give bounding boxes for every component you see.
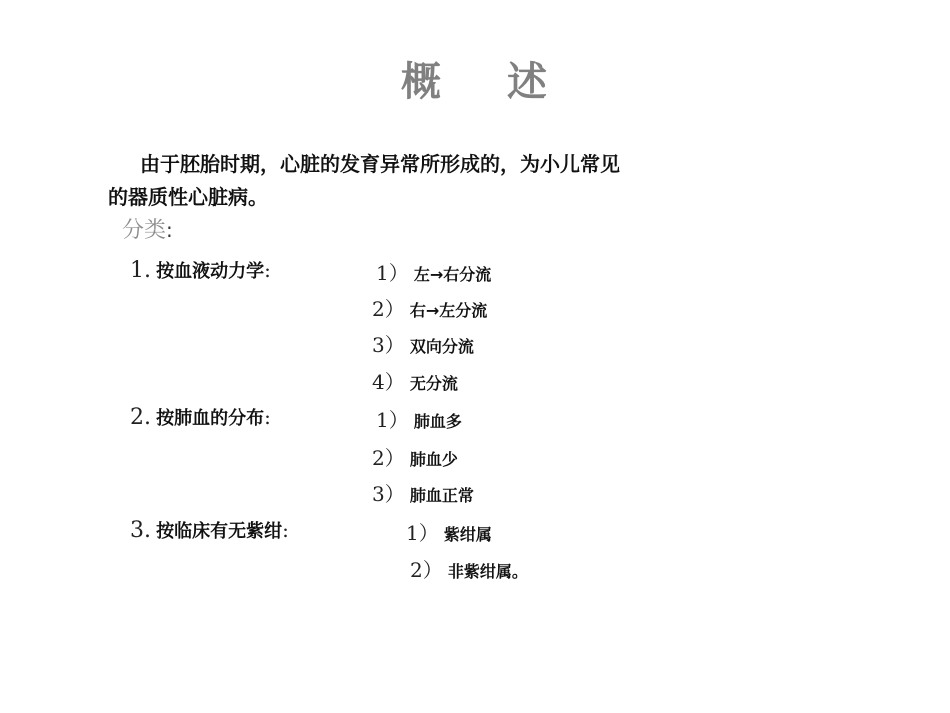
item-text: 肺血少 xyxy=(409,450,458,469)
list-item xyxy=(372,366,458,395)
group-2-header xyxy=(130,404,271,430)
item-number: 2） xyxy=(372,297,405,321)
group-colon: : xyxy=(282,518,289,542)
group-1-header xyxy=(130,257,271,283)
item-text: 右→左分流 xyxy=(409,301,488,320)
item-text: 双向分流 xyxy=(409,337,474,356)
item-number: 4） xyxy=(372,370,405,394)
item-number: 2） xyxy=(410,558,443,582)
classification-label xyxy=(122,213,173,244)
intro-line-1: 由于胚胎时期，心脏的发育异常所形成的，为小儿常见 xyxy=(140,152,620,176)
item-text: 左→右分流 xyxy=(413,265,492,284)
list-item xyxy=(376,257,491,286)
group-3-header xyxy=(130,517,289,543)
group-number: 1. xyxy=(130,258,151,283)
classification-label-text: 分类 xyxy=(122,218,167,243)
page-title xyxy=(0,50,950,107)
item-text: 无分流 xyxy=(409,374,458,393)
group-heading: 按血液动力学 xyxy=(156,261,265,282)
group-colon: : xyxy=(264,405,271,429)
group-colon: : xyxy=(264,258,271,282)
list-item xyxy=(376,404,462,433)
item-number: 3） xyxy=(372,482,405,506)
group-number: 3. xyxy=(130,518,151,543)
item-number: 1） xyxy=(376,261,409,285)
intro-line-2: 的器质性心脏病。 xyxy=(108,185,268,209)
classification-colon: : xyxy=(166,218,173,242)
title-char-1: 概 xyxy=(401,59,443,105)
group-number: 2. xyxy=(130,405,151,430)
item-text: 肺血多 xyxy=(413,412,462,431)
list-item xyxy=(372,478,474,507)
item-number: 1） xyxy=(406,521,439,545)
list-item xyxy=(372,293,487,322)
list-item xyxy=(372,329,474,358)
item-text: 肺血正常 xyxy=(409,486,474,505)
title-char-2: 述 xyxy=(507,59,549,105)
item-text: 紫绀属 xyxy=(443,525,492,544)
group-heading: 按临床有无紫绀 xyxy=(156,521,283,542)
group-heading: 按肺血的分布 xyxy=(156,408,265,429)
item-number: 1） xyxy=(376,408,409,432)
list-item xyxy=(410,554,528,583)
item-number: 2） xyxy=(372,446,405,470)
list-item xyxy=(372,442,458,471)
item-number: 3） xyxy=(372,333,405,357)
item-text: 非紫绀属。 xyxy=(447,562,528,581)
list-item xyxy=(406,517,492,546)
